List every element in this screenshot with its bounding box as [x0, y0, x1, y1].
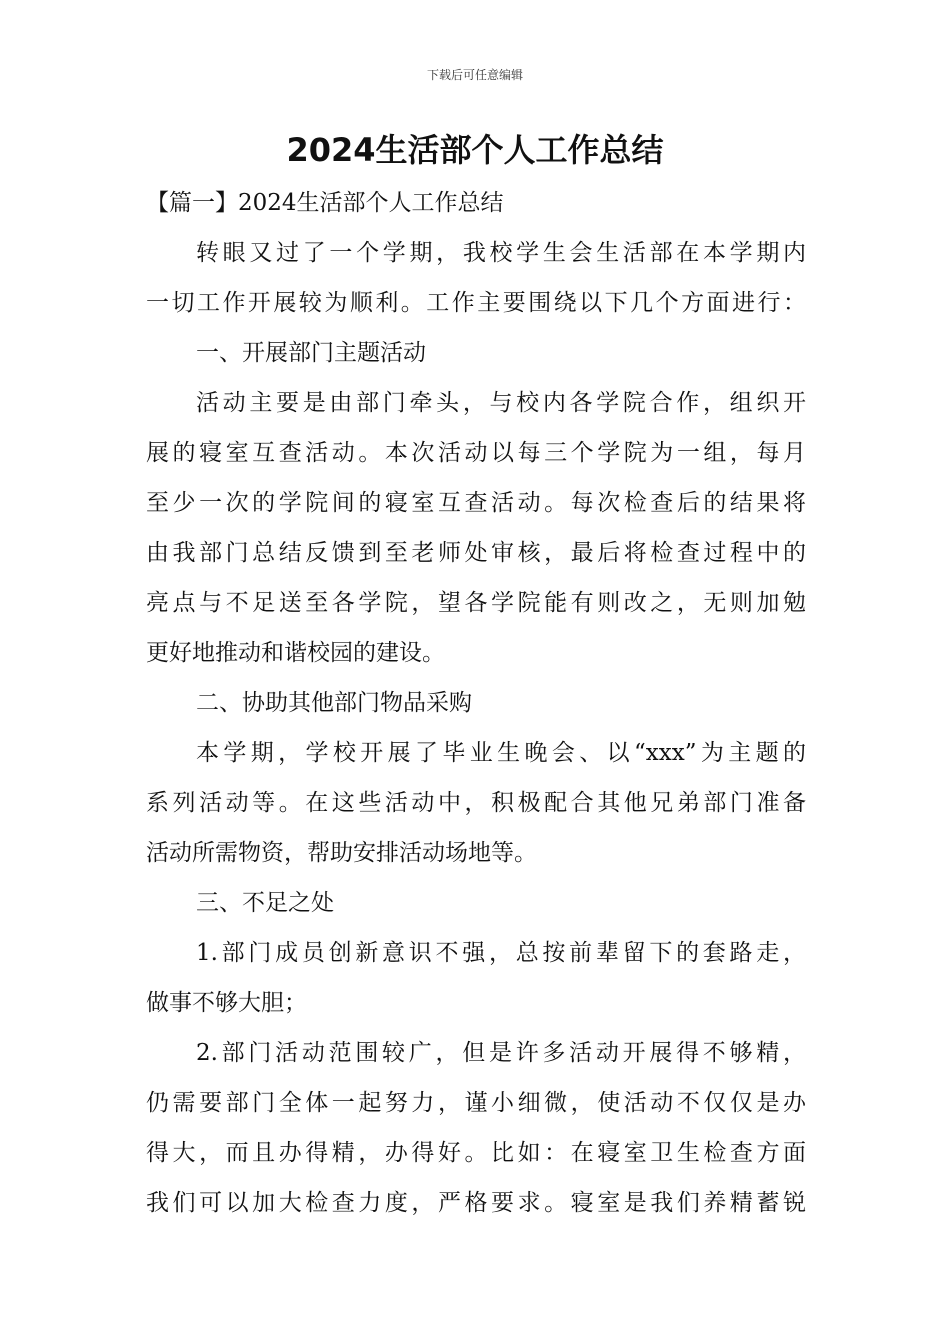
section-heading: 【篇一】2024生活部个人工作总结	[146, 190, 504, 216]
body-line: 做事不够大胆；	[146, 990, 307, 1016]
body-line: 2.部门活动范围较广，但是许多活动开展得不够精，	[196, 1040, 806, 1066]
header-note: 下载后可任意编辑	[426, 68, 523, 82]
body-line: 本学期，学校开展了毕业生晚会、以“xxx”为主题的	[196, 740, 806, 766]
body-line: 由我部门总结反馈到至老师处审核，最后将检查过程中的	[146, 540, 806, 566]
body-line: 得大，而且办得精，办得好。比如：在寝室卫生检查方面	[146, 1140, 806, 1166]
body-line: 转眼又过了一个学期，我校学生会生活部在本学期内	[196, 240, 806, 266]
body-line: 二、协助其他部门物品采购	[196, 690, 472, 716]
body-line: 一、开展部门主题活动	[196, 340, 426, 366]
body-line: 活动所需物资，帮助安排活动场地等。	[146, 840, 537, 866]
body-line: 1.部门成员创新意识不强，总按前辈留下的套路走，	[196, 940, 806, 966]
body-line: 展的寝室互查活动。本次活动以每三个学院为一组，每月	[146, 440, 806, 466]
body-line: 亮点与不足送至各学院，望各学院能有则改之，无则加勉	[146, 590, 806, 616]
body-line: 我们可以加大检查力度，严格要求。寝室是我们养精蓄锐	[146, 1190, 806, 1216]
document-title: 2024生活部个人工作总结	[286, 131, 664, 169]
document-body	[146, 178, 806, 1228]
body-line: 系列活动等。在这些活动中，积极配合其他兄弟部门准备	[146, 790, 806, 816]
body-line: 三、不足之处	[196, 890, 334, 916]
body-line: 活动主要是由部门牵头，与校内各学院合作，组织开	[196, 390, 806, 416]
body-line: 仍需要部门全体一起努力，谨小细微，使活动不仅仅是办	[146, 1090, 806, 1116]
body-line: 更好地推动和谐校园的建设。	[146, 640, 445, 666]
body-line: 至少一次的学院间的寝室互查活动。每次检查后的结果将	[146, 490, 806, 516]
body-line: 一切工作开展较为顺利。工作主要围绕以下几个方面进行：	[146, 290, 806, 316]
